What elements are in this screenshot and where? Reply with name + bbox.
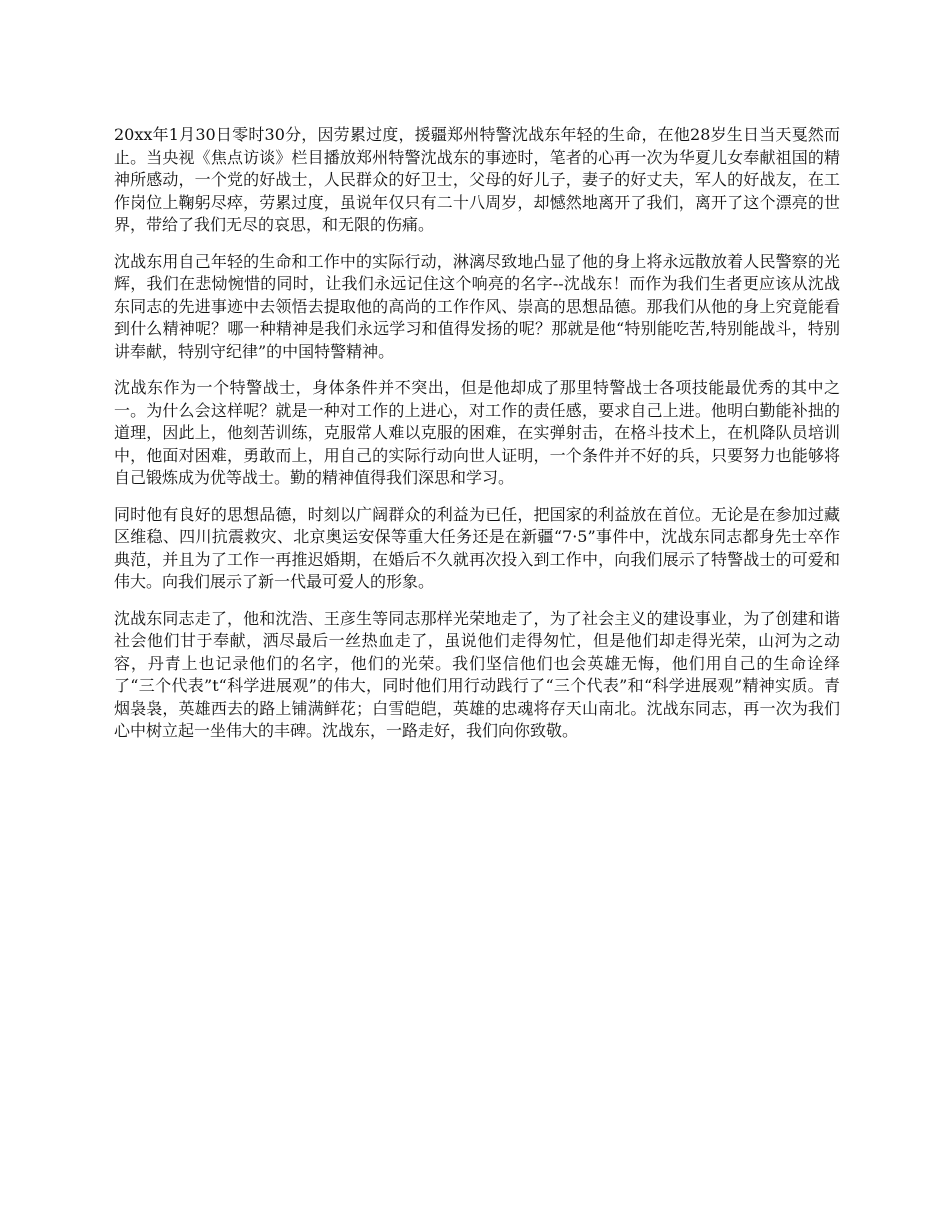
paragraph-3: 沈战东作为一个特警战士，身体条件并不突出，但是他却成了那里特警战士各项技能最优秀的其中之一。为什么会这样呢？就是一种对工作的上进心，对工作的责任感，要求自己上进。他明白勤能补拙的道理，因此上，他刻苦训练，克服常人难以克服的困难，在实弹射击，在格斗技术上，在机降队员培训中，他面对困难，勇敢而上，用自己的实际行动向世人证明，一个条件并不好的兵，只要努力也能够将自己锻炼成为优等战士。勤的精神值得我们深思和学习。: [114, 378, 840, 487]
paragraph-4: 同时他有良好的思想品德，时刻以广阔群众的利益为已任，把国家的利益放在首位。无论是在参加过藏区维稳、四川抗震救灾、北京奥运安保等重大任务还是在新疆“7·5”事件中，沈战东同志都身先士卒作典范，并且为了工作一再推迟婚期，在婚后不久就再次投入到工作中，向我们展示了特警战士的可爱和伟大。向我们展示了新一代最可爱人的形象。: [114, 504, 840, 591]
paragraph-2: 沈战东用自己年轻的生命和工作中的实际行动，淋漓尽致地凸显了他的身上将永远散放着人民警察的光辉，我们在悲恸惋惜的同时，让我们永远记住这个响亮的名字--沈战东！而作为我们生者更应该从沈战东同志的先进事迹中去领悟去提取他的高尚的工作作风、崇高的思想品德。那我们从他的身上究竟能看到什么精神呢？哪一种精神是我们永远学习和值得发扬的呢？那就是他“特别能吃苦,特别能战斗，特别讲奉献，特别守纪律”的中国特警精神。: [114, 251, 840, 361]
paragraph-5: 沈战东同志走了，他和沈浩、王彦生等同志那样光荣地走了，为了社会主义的建设事业，为了创建和谐社会他们甘于奉献，洒尽最后一丝热血走了，虽说他们走得匆忙，但是他们却走得光荣，山河为之动容，丹青上也记录他们的名字，他们的光荣。我们坚信他们也会英雄无悔，他们用自己的生命诠绎了“三个代表”t“科学进展观”的伟大，同时他们用行动践行了“三个代表”和“科学进展观”精神实质。青烟袅袅，英雄西去的路上铺满鲜花；白雪皑皑，英雄的忠魂将存天山南北。沈战东同志，再一次为我们心中树立起一坐伟大的丰碑。沈战东，一路走好，我们向你致敬。: [114, 608, 840, 740]
document-body: [114, 124, 840, 757]
paragraph-1: 20xx年1月30日零时30分，因劳累过度，援疆郑州特警沈战东年轻的生命，在他28岁生日当天戛然而止。当央视《焦点访谈》栏目播放郑州特警沈战东的事迹时，笔者的心再一次为华夏儿女奉献祖国的精神所感动，一个党的好战士，人民群众的好卫士，父母的好儿子，妻子的好丈夫，军人的好战友，在工作岗位上鞠躬尽瘁，劳累过度，虽说年仅只有二十八周岁，却憾然地离开了我们，离开了这个漂亮的世界，带给了我们无尽的哀思，和无限的伤痛。: [114, 125, 840, 234]
